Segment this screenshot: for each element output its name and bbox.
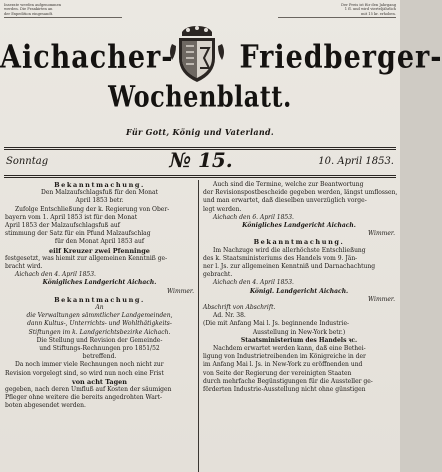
text-line: Königl. Landgericht Aichach.	[249, 287, 349, 295]
text-line: Ausstellung in New-York betr.)	[252, 328, 346, 336]
text-line: April 1853 der Malzaufschlagsfuß auf	[5, 222, 120, 230]
text-line: Aichach den 6. April 1853.	[213, 213, 294, 221]
masthead-title-right: Friedberger-	[239, 39, 442, 76]
text-line: gebracht.	[203, 271, 233, 279]
divider	[4, 177, 396, 178]
text-line: von acht Tagen	[71, 377, 128, 386]
text-line: Königliches Landgericht Aichach.	[242, 222, 356, 230]
text-line: Aichach den 4. April 1853.	[213, 279, 294, 287]
text-line: Zufolge Entschließung der k. Regierung von Ober-	[15, 205, 170, 213]
text-line: durch mehrfache Begünstigungen für die Aussteller ge-	[203, 377, 373, 385]
text-line: im Anfang Mai l. Js. in New-York zu eröffnenden und	[203, 361, 363, 369]
text-line: des k. Staatsministeriums des Handels vom 9. Jän-	[203, 254, 358, 262]
text-line: Abschrift von Abschrift.	[203, 304, 276, 312]
text-line: und man erwartet, daß dieselben unverzüglich vorge-	[203, 197, 367, 205]
text-line: Aichach den 4. April 1853.	[15, 271, 96, 279]
section-heading: Bekanntmachung.	[253, 238, 345, 247]
text-line: Die Stellung und Revision der Gemeinde-	[36, 336, 163, 344]
left-column	[5, 181, 194, 472]
issue-day: Sonntag	[6, 156, 49, 167]
text-line: Den Malzaufschlagsfuß für den Monat	[41, 189, 158, 197]
masthead-title-line1	[0, 39, 442, 76]
text-line: ligung von Industrietreibenden im Königreiche in der	[203, 353, 366, 361]
text-line: der Revisionspostbescheide gegeben werden, längst umflossen,	[203, 189, 398, 197]
section-heading: Bekanntmachung.	[54, 181, 145, 189]
text-line: (Die mit Anfang Mai l. Js. beginnende Industrie-	[203, 320, 350, 328]
text-line: April 1853 betr.	[75, 197, 124, 205]
text-line: bracht wird.	[5, 263, 43, 271]
text-line: dann Kultus-, Unterrichts- und Wohlthätigkeits-	[27, 320, 172, 328]
header-notice-left-line: Inserate werden aufgenommen	[4, 3, 62, 7]
masthead-motto: Für Gott, König und Vaterland.	[126, 127, 274, 137]
text-line: legt werden.	[203, 205, 242, 213]
text-line: Da noch immer viele Rechnungen noch nicht zur	[15, 361, 164, 369]
header-notice-left-line: werden. Die Frankirten an	[4, 7, 53, 12]
header-notice-right-line: mit 15 kr. erhoben.	[361, 11, 396, 16]
text-line: Pfleger ohne weitere die bereits angedrohten Wart-	[5, 394, 163, 402]
text-line: Staatsministerium des Handels ꝛc.	[240, 336, 358, 344]
header-notice-right	[278, 3, 396, 18]
right-column	[203, 181, 398, 472]
text-line: Wimmer.	[166, 287, 194, 295]
text-line: Ad. Nr. 38.	[213, 312, 246, 320]
issue-dateline	[6, 148, 394, 173]
text-line: die Verwaltungen sämmtlicher Landgemeinden,	[26, 312, 173, 320]
text-line: Stiftungen im k. Landgerichtsbezirke Aichach.	[28, 328, 171, 336]
text-line: Im Nachzuge wird die allerhöchste Entschließung	[213, 246, 366, 254]
masthead-title-left: Aichacher-	[0, 39, 174, 76]
text-line: von Seite der Regierung der vereinigten Staaten	[203, 369, 352, 377]
text-line: eilf Kreuzer zwei Pfenninge	[49, 246, 150, 255]
text-line: und Stiftungs-Rechnungen pro 1851/52	[39, 345, 160, 353]
header-notice-right-line: Der Preis ist für den Jahrgang	[341, 3, 396, 7]
text-line: boten abgesendet werden.	[5, 402, 86, 410]
text-line: Revision vorgelegt sind, so wird nun noch eine Frist	[5, 369, 164, 377]
header-notice-left-line: der Expedition eingesandt.	[4, 11, 54, 16]
issue-number: № 15.	[169, 148, 233, 172]
text-line: Königliches Landgericht Aichach.	[42, 279, 157, 287]
text-line: für den Monat April 1853 auf	[54, 238, 145, 246]
header-notice-left	[4, 3, 122, 18]
text-line: ner l. Js. zur allgemeinen Kenntniß und Darnachachtung	[203, 263, 376, 271]
text-line: festgesetzt, was hiemit zur allgemeinen Kenntniß ge-	[5, 254, 168, 262]
text-line: gegeben, nach deren Umfluß auf Kosten der säumigen	[5, 386, 172, 394]
text-line: stimmung der Satz für ein Pfund Malzaufschlag	[5, 230, 151, 238]
text-line: Nachdem erwartet werden kann, daß eine Bethei-	[213, 345, 366, 353]
text-line: Wimmer.	[367, 295, 395, 303]
text-line: bayern vom 1. April 1853 ist für den Monat	[5, 213, 138, 221]
header-notice-right-line: 1 fl. und wird vierteljährlich	[344, 7, 396, 12]
section-heading: Bekanntmachung.	[54, 295, 145, 304]
divider	[4, 175, 396, 176]
text-line: Auch sind die Termine, welche zur Beantwortung	[213, 181, 364, 188]
column-rule	[198, 180, 199, 472]
text-line: betreffend.	[82, 353, 117, 361]
text-line: förderten Industrie-Ausstellung nicht ohne günstigen	[203, 386, 366, 394]
masthead-title-line2: Wochenblatt.	[108, 79, 292, 114]
text-line: Wimmer.	[367, 230, 395, 238]
issue-date: 10. April 1853.	[318, 156, 394, 167]
text-line: An	[95, 304, 104, 312]
